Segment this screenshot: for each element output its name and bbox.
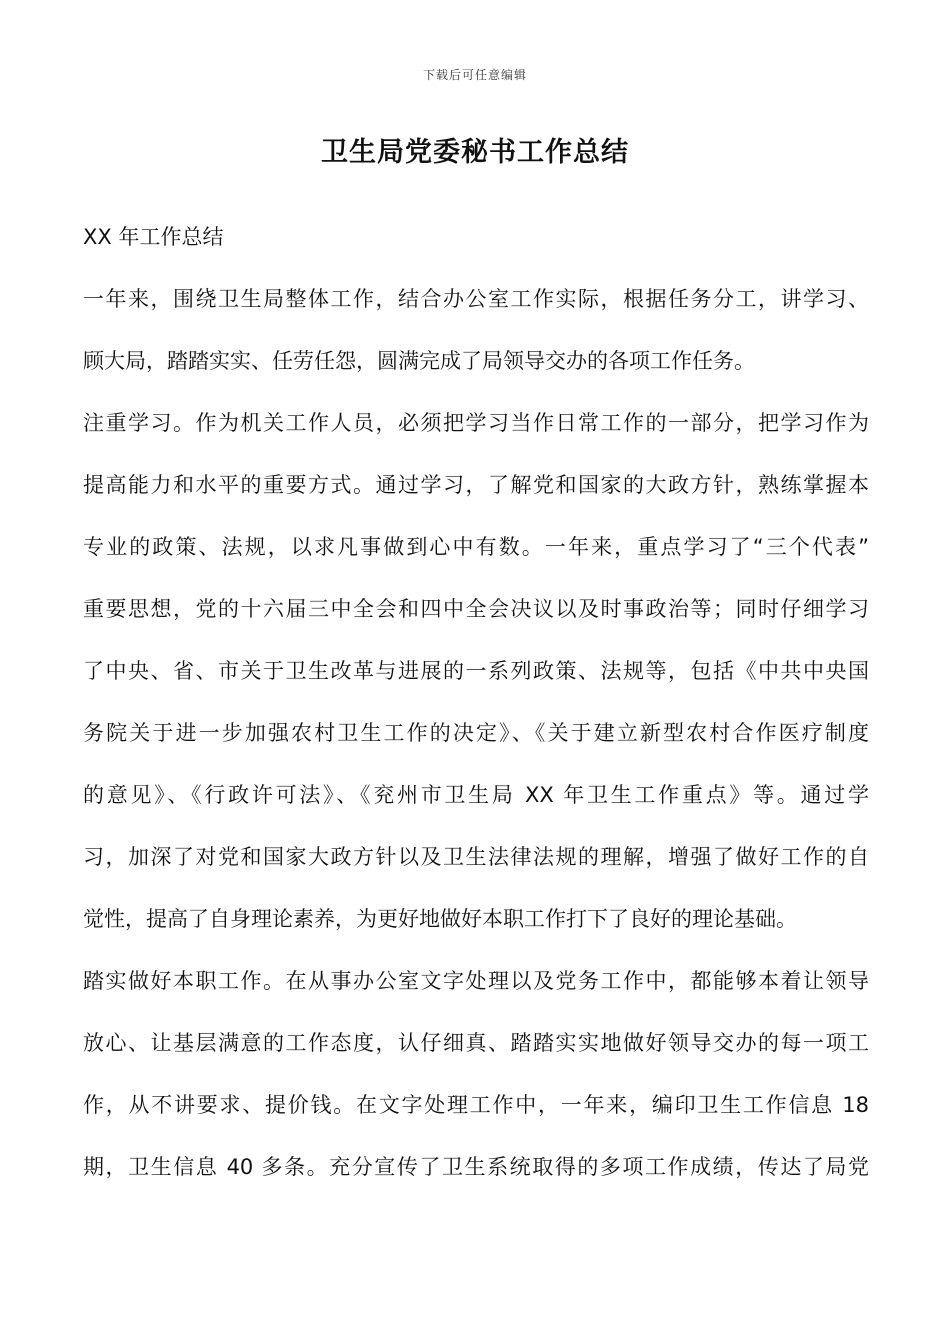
text-line: 专业的政策、法规，以求凡事做到心中有数。一年来，重点学习了“三个代表”: [83, 535, 869, 559]
paragraph-subtitle: [83, 222, 869, 253]
text-line: 重要思想，党的十六届三中全会和四中全会决议以及时事政治等；同时仔细学习: [83, 597, 869, 621]
paragraph-intro: [83, 284, 869, 377]
text-line: 务院关于进一步加强农村卫生工作的决定》、《关于建立新型农村合作医疗制度: [83, 721, 869, 745]
text-line: 作，从不讲要求、提价钱。在文字处理工作中，一年来，编印卫生工作信息 18: [83, 1093, 869, 1117]
text-line: 顾大局，踏踏实实、任劳任怨，圆满完成了局领导交办的各项工作任务。: [83, 349, 755, 373]
text-line: 注重学习。作为机关工作人员，必须把学习当作日常工作的一部分，把学习作为: [83, 411, 869, 435]
paragraph-study: [83, 408, 869, 935]
text-line: 一年来，围绕卫生局整体工作，结合办公室工作实际，根据任务分工，讲学习、: [83, 287, 869, 311]
text-line: 踏实做好本职工作。在从事办公室文字处理以及党务工作中，都能够本着让领导: [83, 969, 869, 993]
text-line: 了中央、省、市关于卫生改革与进展的一系列政策、法规等，包括《中共中央国: [83, 659, 869, 683]
document-title: 卫生局党委秘书工作总结: [321, 137, 629, 168]
text-line: 习，加深了对党和国家大政方针以及卫生法律法规的理解，增强了做好工作的自: [83, 845, 869, 869]
text-line: 期，卫生信息 40 多条。充分宣传了卫生系统取得的多项工作成绩，传达了局党: [83, 1155, 869, 1179]
text-line: 的意见》、《行政许可法》、《兖州市卫生局 XX 年卫生工作重点》等。通过学: [83, 783, 869, 807]
text-line: 觉性，提高了自身理论素养，为更好地做好本职工作打下了良好的理论基础。: [83, 907, 797, 931]
text-line: 放心、让基层满意的工作态度，认仔细真、踏踏实实地做好领导交办的每一项工: [83, 1031, 869, 1055]
text-line: XX 年工作总结: [83, 225, 224, 249]
text-line: 提高能力和水平的重要方式。通过学习，了解党和国家的大政方针，熟练掌握本: [83, 473, 869, 497]
document-body: [83, 222, 869, 1214]
header-note: 下载后可任意编辑: [422, 68, 527, 82]
paragraph-work: [83, 966, 869, 1183]
